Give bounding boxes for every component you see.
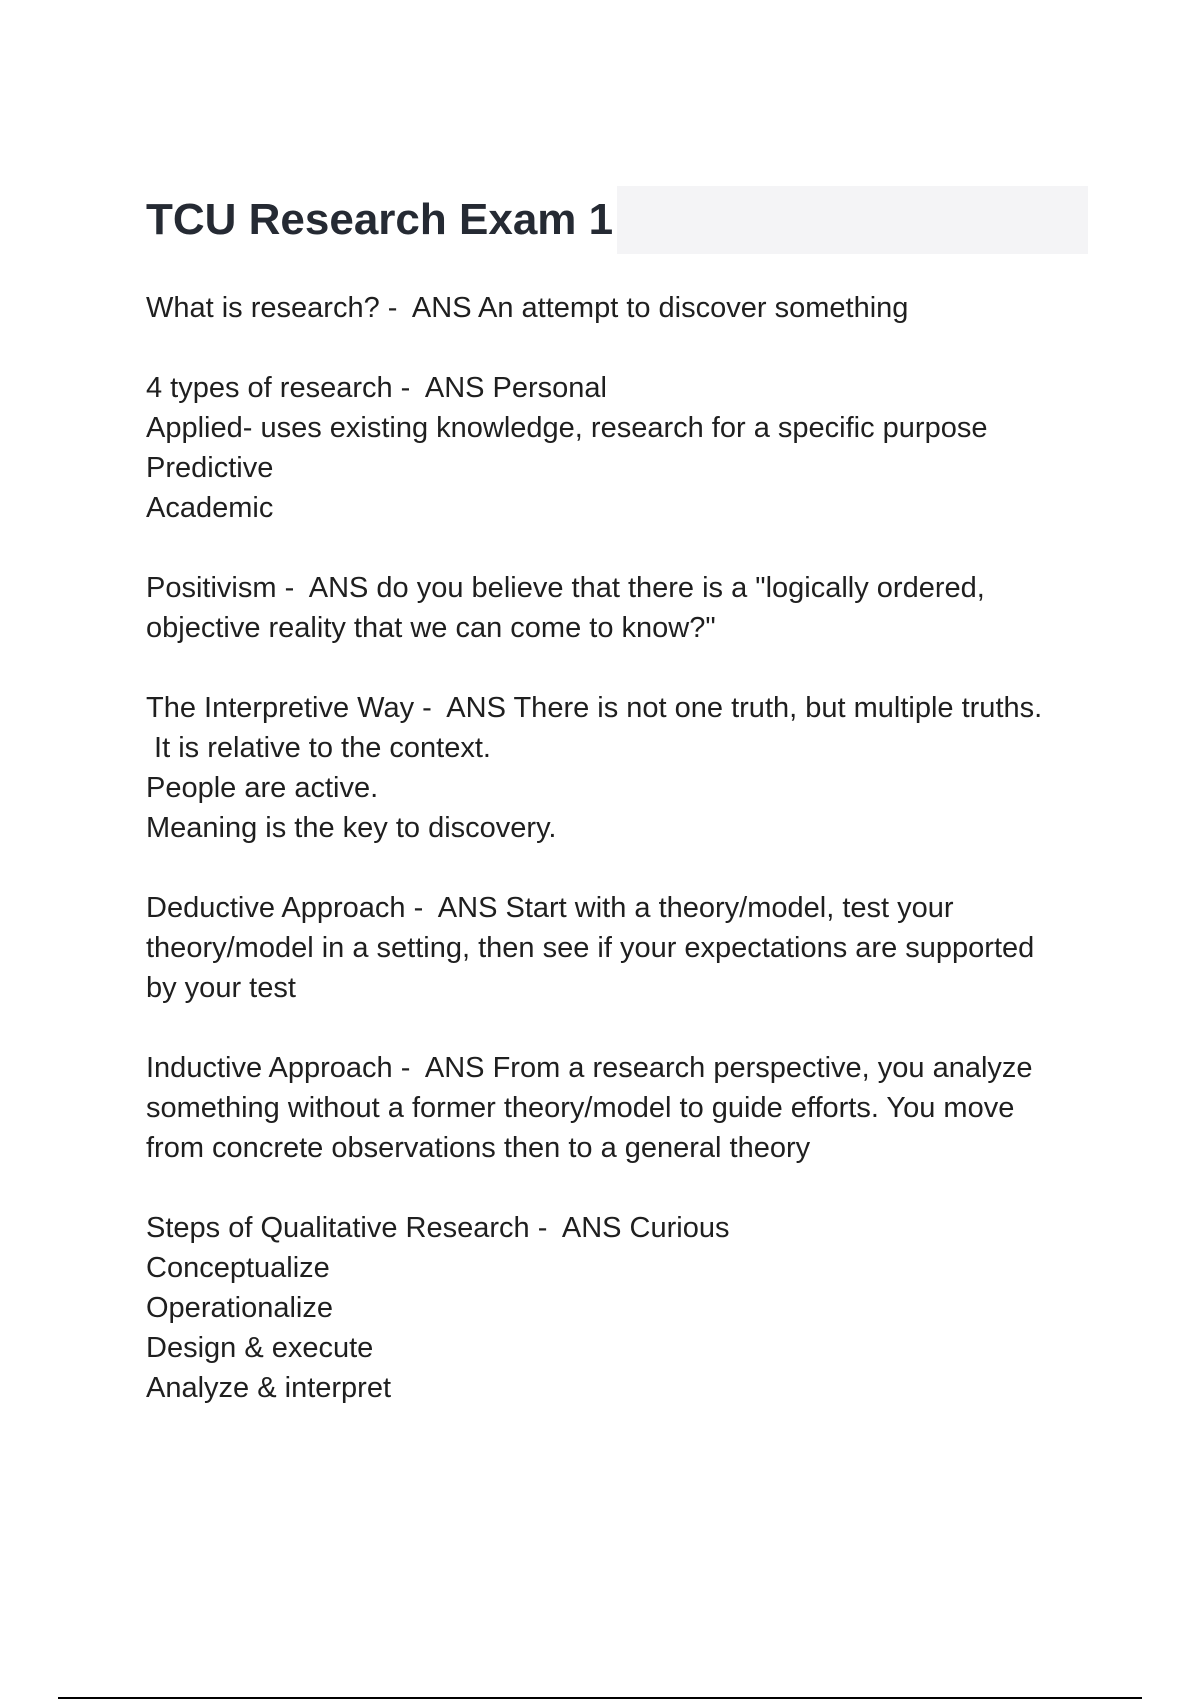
entry-line: Applied- uses existing knowledge, research for a specific purpose bbox=[146, 412, 988, 444]
entry-line: 4 types of research - ANS Personal bbox=[146, 372, 607, 404]
entry-line: The Interpretive Way - ANS There is not one truth, but multiple truths. bbox=[146, 692, 1043, 724]
qa-entry-positivism bbox=[146, 568, 1096, 648]
entry-line: Positivism - ANS do you believe that there is a "logically ordered, bbox=[146, 572, 985, 604]
entry-line: Predictive bbox=[146, 452, 274, 484]
document-body bbox=[146, 288, 1096, 1448]
entry-line: theory/model in a setting, then see if your expectations are supported bbox=[146, 932, 1035, 964]
entry-line: Academic bbox=[146, 492, 274, 524]
entry-line: People are active. bbox=[146, 772, 379, 804]
entry-line: something without a former theory/model to guide efforts. You move bbox=[146, 1092, 1015, 1124]
entry-line: What is research? - ANS An attempt to discover something bbox=[146, 292, 909, 324]
qa-entry-research bbox=[146, 288, 1096, 328]
qa-entry-inductive-approach bbox=[146, 1048, 1096, 1168]
qa-entry-types-of-research bbox=[146, 368, 1096, 528]
footer-divider bbox=[58, 1697, 1142, 1699]
page-title: TCU Research Exam 1 bbox=[146, 186, 617, 254]
entry-line: by your test bbox=[146, 972, 296, 1004]
entry-line: Analyze & interpret bbox=[146, 1372, 392, 1404]
entry-line: Design & execute bbox=[146, 1332, 374, 1364]
entry-line: Meaning is the key to discovery. bbox=[146, 812, 557, 844]
entry-line: Steps of Qualitative Research - ANS Curious bbox=[146, 1212, 730, 1244]
entry-line: Conceptualize bbox=[146, 1252, 330, 1284]
entry-line: objective reality that we can come to know?" bbox=[146, 612, 716, 644]
entry-line: Inductive Approach - ANS From a research perspective, you analyze bbox=[146, 1052, 1033, 1084]
entry-line: from concrete observations then to a general theory bbox=[146, 1132, 811, 1164]
entry-line: It is relative to the context. bbox=[146, 732, 491, 764]
entry-line: Deductive Approach - ANS Start with a theory/model, test your bbox=[146, 892, 954, 924]
entry-line: Operationalize bbox=[146, 1292, 333, 1324]
qa-entry-qualitative-steps bbox=[146, 1208, 1096, 1408]
qa-entry-deductive-approach bbox=[146, 888, 1096, 1008]
qa-entry-interpretive-way bbox=[146, 688, 1096, 848]
